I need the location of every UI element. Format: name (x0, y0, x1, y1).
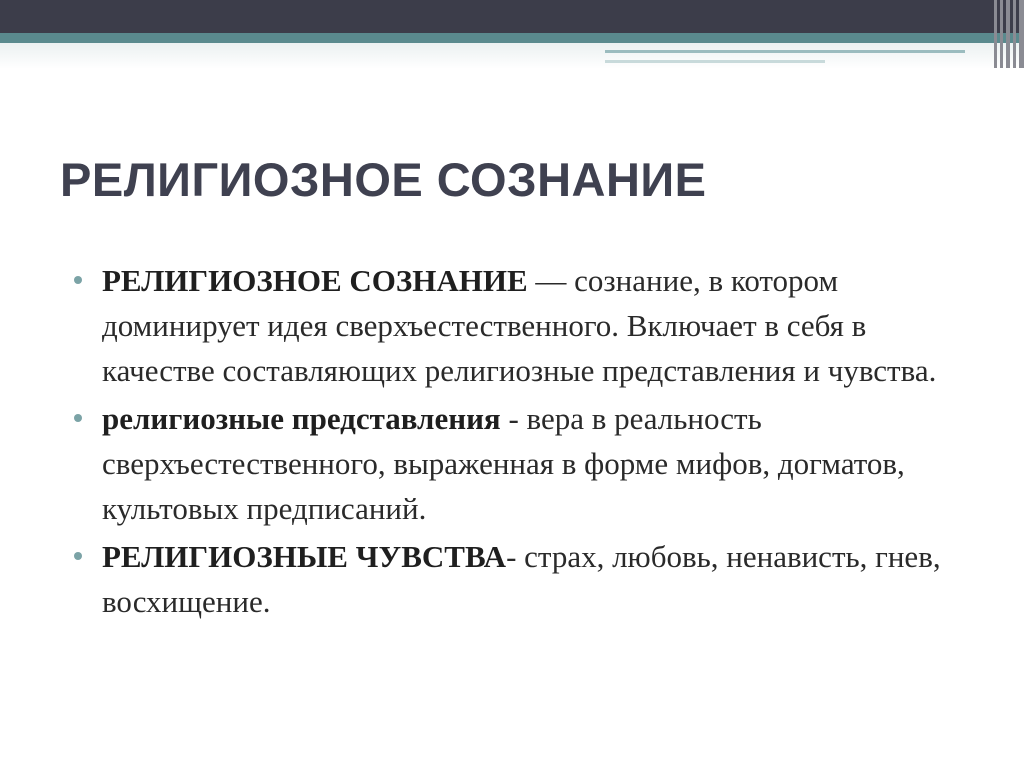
bullet-icon (74, 414, 82, 422)
slide-title: РЕЛИГИОЗНОЕ СОЗНАНИЕ (60, 153, 707, 206)
bullet-text: - страх, любовь, ненависть, гнев, восхищение. (102, 539, 941, 619)
header-edge-stripes (994, 0, 1024, 68)
header-band-teal (0, 33, 1024, 43)
list-item (72, 396, 972, 531)
bullet-text: - вера в реальность сверхъестественного, выраженная в форме мифов, догматов, культовых предписаний. (102, 401, 905, 526)
header-band-dark (0, 0, 1024, 33)
bullet-list (72, 258, 972, 627)
bullet-term: РЕЛИГИОЗНОЕ СОЗНАНИЕ (102, 263, 528, 298)
bullet-icon (74, 552, 82, 560)
header-shadow (0, 43, 1024, 69)
bullet-icon (74, 276, 82, 284)
header-accent-line-secondary (605, 60, 825, 63)
list-item (72, 258, 972, 393)
bullet-text: — сознание, в котором доминирует идея сверхъестественного. Включает в себя в качестве составляющих религиозные представления и чувства. (102, 263, 937, 388)
bullet-term: религиозные представления (102, 401, 501, 436)
header-accent-line (605, 50, 965, 53)
bullet-term: РЕЛИГИОЗНЫЕ ЧУВСТВА (102, 539, 507, 574)
list-item (72, 534, 972, 624)
